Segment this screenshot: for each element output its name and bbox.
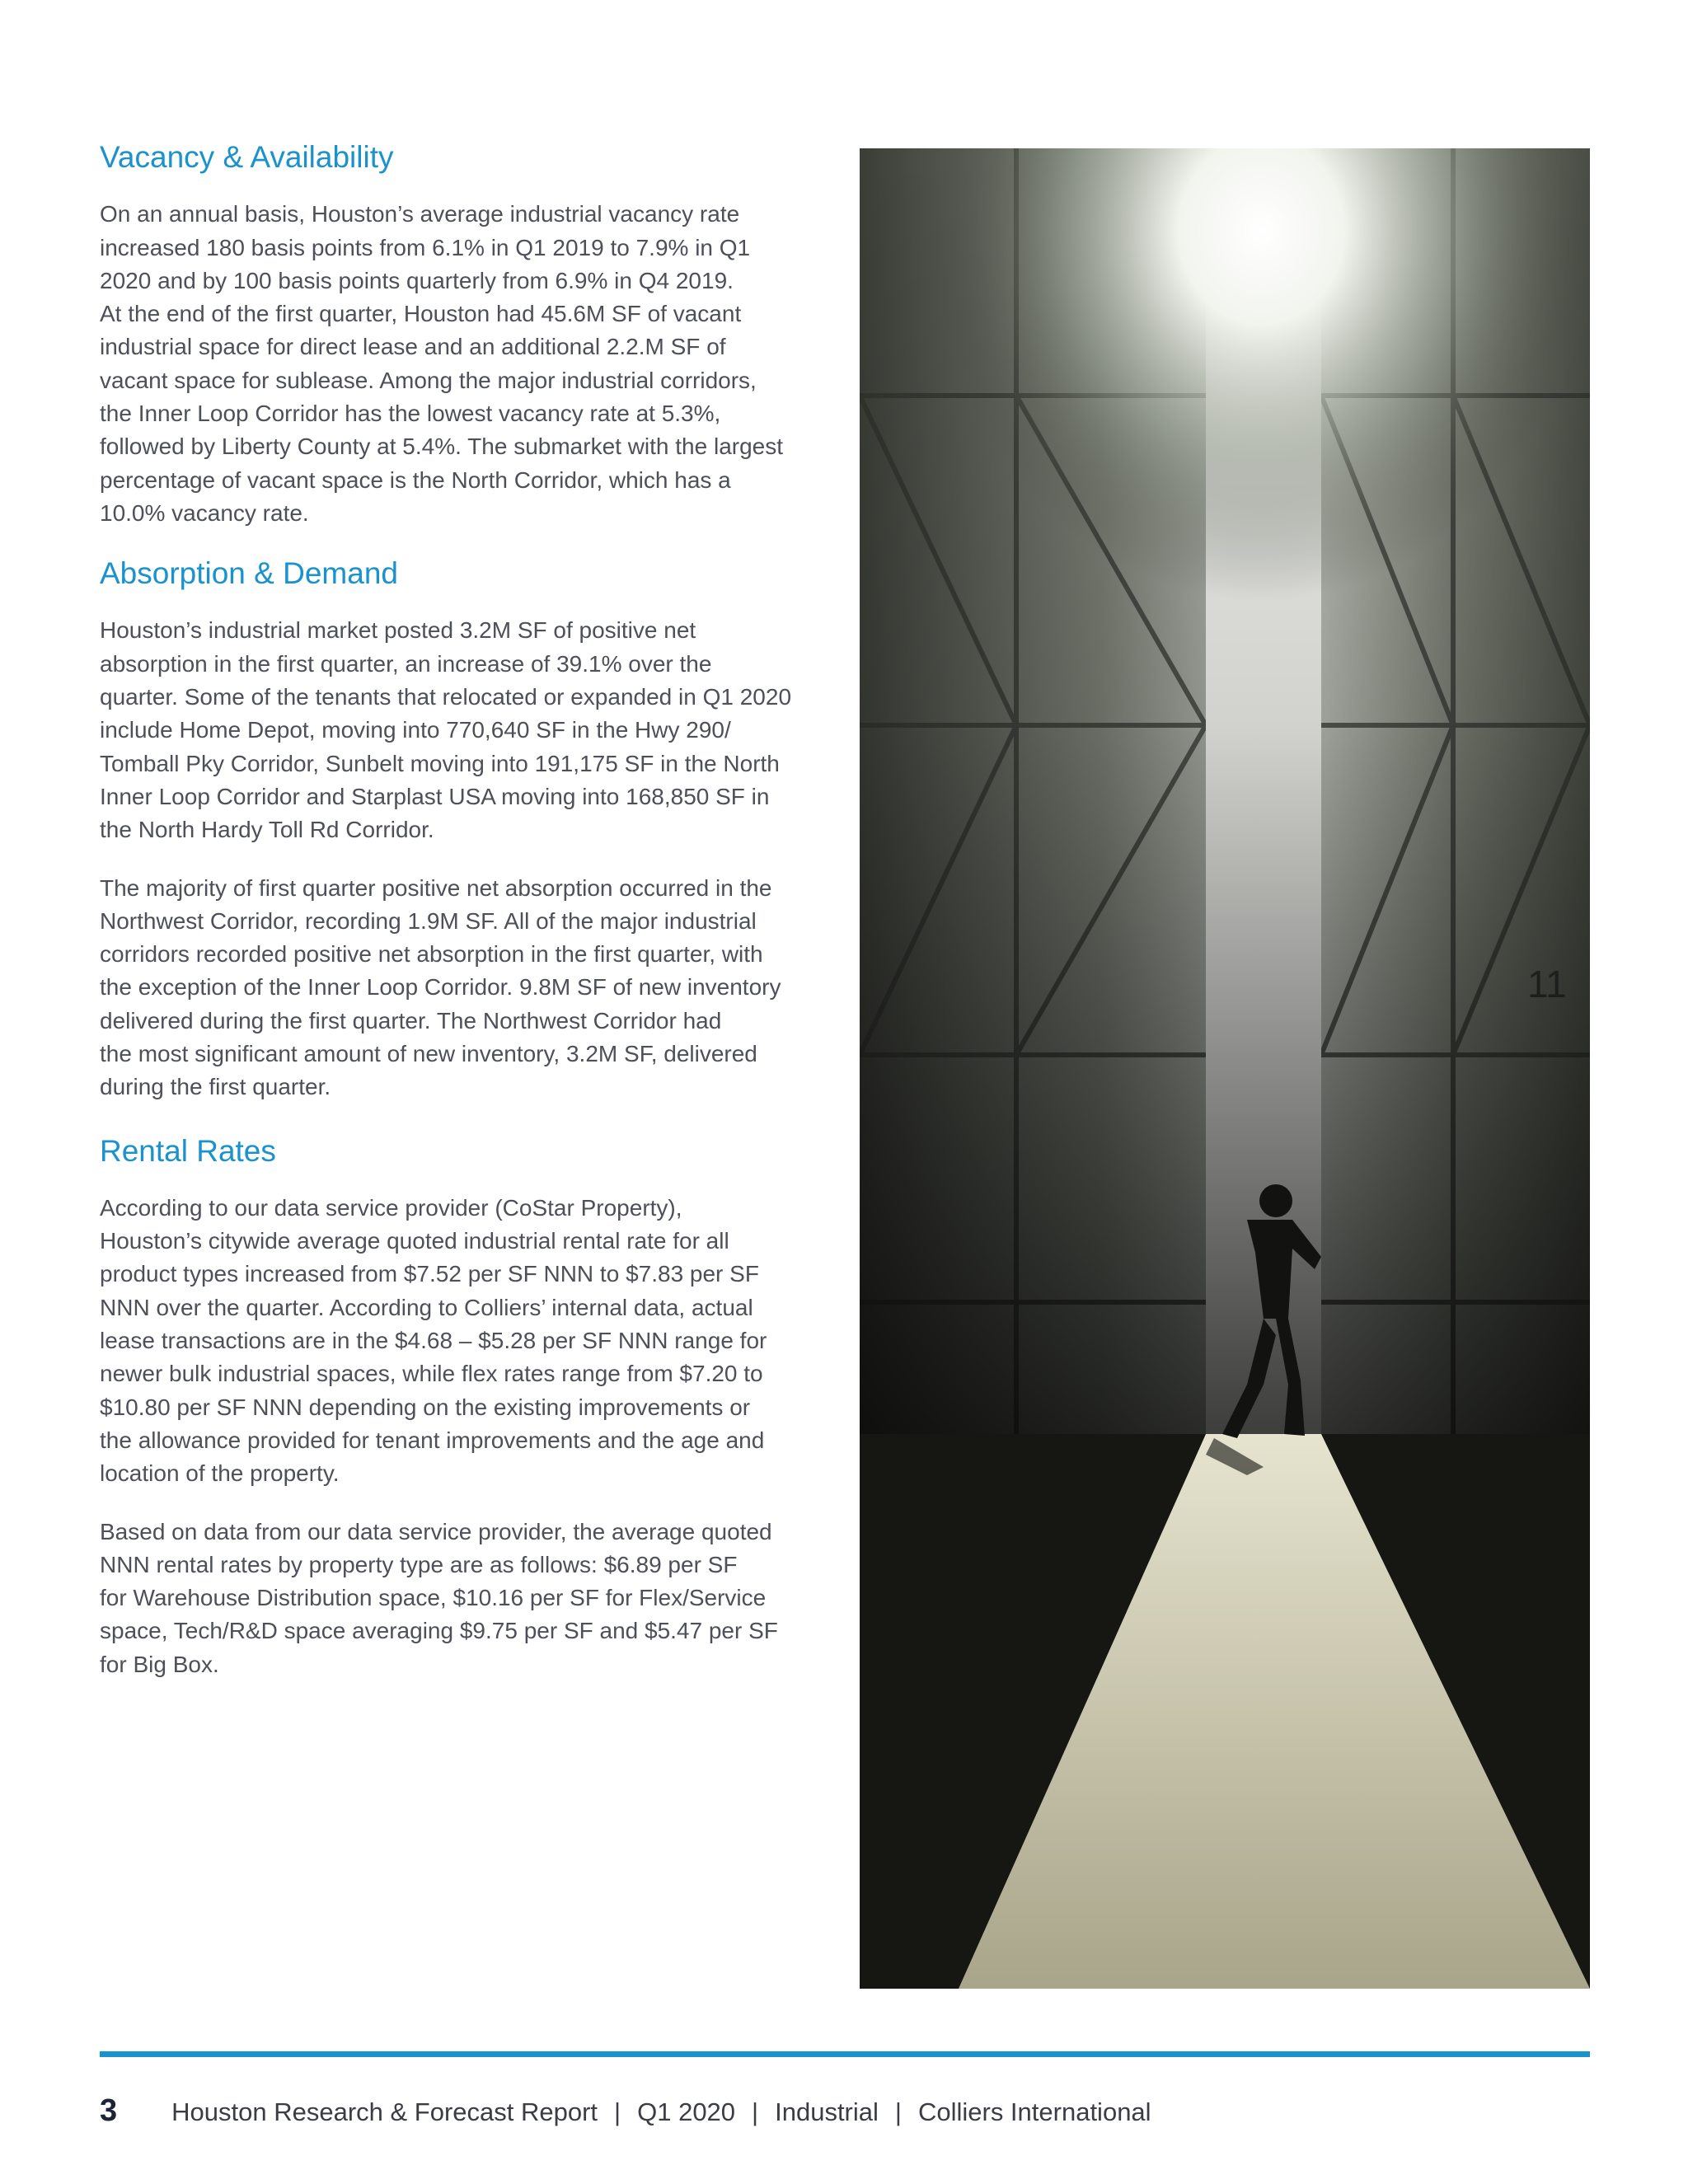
page-footer [100,2093,1151,2135]
hangar-door-illustration [860,148,1590,1989]
footer-separator: | [614,2097,621,2126]
paragraph-rental-2: Based on data from our data service provider, the average quoted NNN rental rates by property type are as follows: $6.89 per SF for Warehouse Distribution space, $10.16 per SF for Flex/Service space, Tech/R&D space averaging $9.75 per SF and $5.47 per SF for Big Box. [100,1518,778,1677]
hangar-door-photo [860,148,1590,1989]
heading-vacancy: Vacancy & Availability [100,140,394,174]
footer-rule [100,2051,1590,2057]
footer-period: Q1 2020 [637,2097,736,2126]
footer-separator: | [894,2097,902,2126]
footer-separator: | [752,2097,759,2126]
footer-text [171,2097,1151,2127]
page-number: 3 [100,2093,118,2128]
paragraph-vacancy: On an annual basis, Houston’s average industrial vacancy rate increased 180 basis points from 6.1% in Q1 2019 to 7.9% in Q1 2020 and by 100 basis points quarterly from 6.9% in Q4 2019. At the end of the first quarter, Houston had 45.6M SF of vacant industrial space for direct lease and an additional 2.2.M SF of vacant space for sublease. Among the major industrial corridors, the Inner Loop Corridor has the lowest vacancy rate at 5.3%, followed by Liberty County at 5.4%. The submarket with the largest percentage of vacant space is the North Corridor, which has a 10.0% vacancy rate. [100,201,784,526]
paragraph-absorption-1: Houston’s industrial market posted 3.2M SF of positive net absorption in the first quarter, an increase of 39.1% over the quarter. Some of the tenants that relocated or expanded in Q1 2020 include Home Depot, moving into 770,640 SF in the Hwy 290/ Tomball Pky Corridor, Sunbelt moving into 191,175 SF in the North Inner Loop Corridor and Starplast USA moving into 168,850 SF in the North Hardy Toll Rd Corridor. [100,617,792,843]
article-column [100,138,837,1706]
footer-type: Industrial [775,2097,879,2126]
paragraph-rental-1: According to our data service provider (CoStar Property), Houston’s citywide average quoted industrial rental rate for all product types increased from $7.52 per SF NNN to $7.83 per SF NNN over the quarter. According to Colliers’ internal data, actual lease transactions are in the $4.68 – $5.28 per SF NNN range for newer bulk industrial spaces, while flex rates range from $7.20 to $10.80 per SF NNN depending on the existing improvements or the allowance provided for tenant improvements and the age and location of the property. [100,1194,767,1487]
heading-rental-rates: Rental Rates [100,1133,276,1168]
footer-company: Colliers International [917,2097,1151,2126]
paragraph-absorption-2: The majority of first quarter positive net absorption occurred in the Northwest Corridor, recording 1.9M SF. All of the major industrial corridors recorded positive net absorption in the first quarter, with the exception of the Inner Loop Corridor. 9.8M SF of new inventory delivered during the first quarter. The Northwest Corridor had the most significant amount of new inventory, 3.2M SF, delivered during the first quarter. [100,874,781,1100]
footer-report-title: Houston Research & Forecast Report [171,2097,598,2126]
heading-absorption: Absorption & Demand [100,556,398,591]
